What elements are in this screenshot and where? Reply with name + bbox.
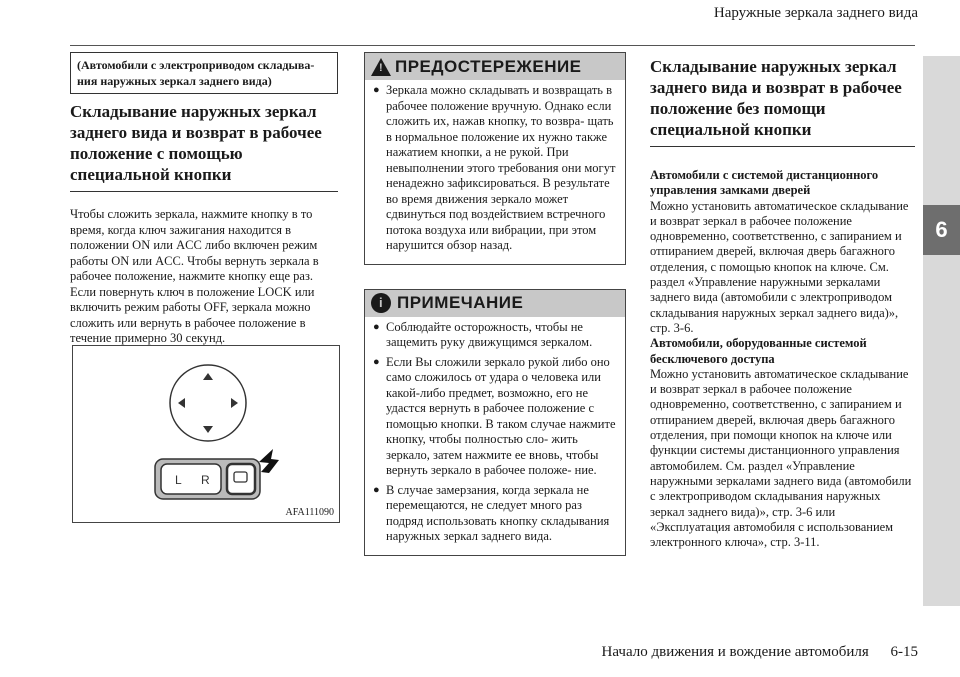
warning-title: ПРЕДОСТЕРЕЖЕНИЕ [395, 56, 582, 76]
subheading-remote: Автомобили с системой дистанционного управления замками дверей [650, 168, 879, 198]
middle-column [364, 52, 626, 556]
note-title: ПРИМЕЧАНИЕ [397, 293, 524, 312]
selector-switch [161, 464, 221, 494]
mirror-switch-illustration [73, 346, 339, 522]
variant-box: (Автомобили с электроприводом складыва- ния наружных зеркал заднего вида) [70, 52, 338, 94]
warning-icon [371, 58, 391, 76]
label-l: L [175, 473, 182, 487]
fold-button [227, 464, 255, 494]
mirror-switch-figure [72, 345, 340, 523]
list-item: ● В случае замерзания, когда зеркала не перемещаются, не следует много раз подряд использовать кнопку складывания наружных зеркал заднего вида. [373, 482, 610, 543]
bullet-icon: ● [373, 483, 380, 496]
bullet-icon: ● [373, 320, 380, 333]
bullet-icon: ● [373, 355, 380, 368]
section-heading-button: Складывание наружных зеркал заднего вида и возврат в рабочее положение с помощью специальной кнопки [70, 101, 338, 192]
chapter-tab [923, 56, 960, 606]
note-box [364, 289, 626, 556]
list-item: ● Соблюдайте осторожность, чтобы не защемить руку движущимся зеркалом. [373, 319, 593, 349]
subheading-keyless: Автомобили, оборудованные системой бесключевого доступа [650, 336, 867, 366]
label-r: R [201, 473, 210, 487]
button-instructions: Чтобы сложить зеркала, нажмите кнопку в то время, когда ключ зажигания находится в положении ON или ACC либо включен режим работы ON или ACC. Чтобы вернуть зеркала в рабочее положение, нажмите кнопку еще раз. Если повернуть ключ в положение LOCK или включить режим работы OFF, зеркала можно сложить или вернуть в рабочее положение в течение примерно 30 секунд. [70, 207, 319, 345]
auto-fold-text [650, 168, 915, 550]
header-rule [70, 45, 915, 46]
warning-header [365, 53, 625, 80]
footer [584, 644, 918, 661]
list-item: ● Если Вы сложили зеркало рукой либо оно само сложилось от удара о человека или какой-либо предмет, возможно, его не удастся вернуть в рабочее положение с помощью кнопки. В таком случае нажмите кнопку, чтобы полностью сло- жить зеркало, затем нажмите ее вновь, чтобы вернуть зеркало в рабочее положе- ние. [373, 354, 616, 477]
bullet-icon: ● [373, 84, 380, 96]
chapter-number: 6 [923, 205, 960, 255]
pointer-arrow-icon [259, 449, 279, 473]
page-number: 6-15 [890, 644, 918, 660]
note-body [365, 317, 625, 555]
keyless-text: Можно установить автоматическое складывание и возврат зеркал в рабочее положение одновременно, соответственно, с запиранием и отпиранием дверей, включая дверь багажного отделения, при помощи кнопок на ключе или функции системы дистанционного управления автомобилем. См. раздел «Управление наружными зеркалами заднего вида (автомобили с электроприводом складывания наружных зеркал заднего вида)», стр. 3-6 или «Эксплуатация автомобиля с использованием электронного ключа», стр. 3-11. [650, 366, 912, 550]
header-title: Наружные зеркала заднего вида [713, 5, 918, 21]
footer-chapter: Начало движения и вождение автомобиля [601, 644, 869, 660]
note-header [365, 290, 625, 317]
left-column [70, 52, 338, 347]
warning-body [365, 80, 625, 264]
list-item: ● Зеркала можно складывать и возвращать в рабочее положение вручную. Однако если сложить их, нажав кнопку, то возвра- щать в нормальное положение их нужно также нажатием кнопки, а не рукой. При невыполнении этого требования они могут ненадежно зафиксироваться. В результате во время движения зеркало может сдвинуться под воздействием встречного потока воздуха или вибрации, при этом нарушится обзор назад. [373, 83, 616, 252]
warning-box [364, 52, 626, 265]
section-heading-auto: Складывание наружных зеркал заднего вида и возврат в рабочее положение без помощи специальной кнопки [650, 56, 915, 147]
figure-code: AFA111090 [285, 507, 334, 518]
right-column [650, 52, 915, 550]
remote-text: Можно установить автоматическое складывание и возврат зеркал в рабочее положение одновременно, соответственно, с запиранием и отпиранием дверей, включая дверь багажного отделения, с помощью кнопок на ключе. См. раздел «Управление наружными зеркалами заднего вида (автомобили с электроприводом складывания наружных зеркал заднего вида)», стр. 3-6. [650, 198, 909, 335]
note-icon: i [371, 293, 391, 313]
